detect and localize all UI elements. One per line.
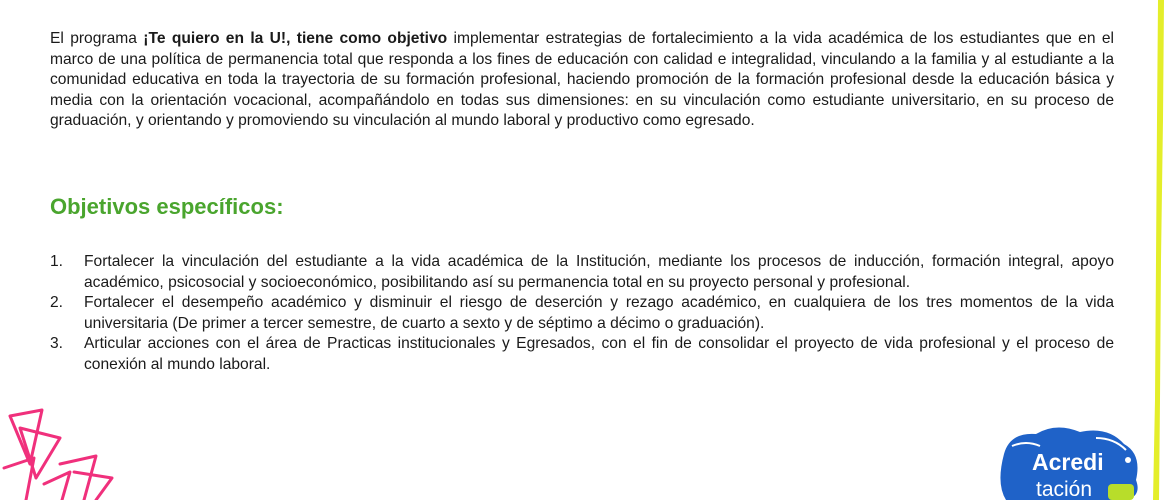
acreditacion-badge	[996, 424, 1144, 500]
list-item-text: Fortalecer el desempeño académico y disminuir el riesgo de deserción y rezago académico, en cualquiera de los tres momentos de la vida universitaria (De primer a tercer semestre, de cuarto a sexto y de séptimo a décimo o graduación).	[84, 294, 1114, 332]
list-item	[50, 293, 1114, 334]
list-item	[50, 334, 1114, 375]
list-item-text: Articular acciones con el área de Practicas institucionales y Egresados, con el fin de consolidar el proyecto de vida profesional y el proceso de conexión al mundo laboral.	[84, 335, 1114, 373]
pink-logo-icon	[0, 408, 130, 500]
intro-rest: implementar estrategias de fortalecimiento a la vida académica de los estudiantes que en el marco de una política de permanencia total que responda a los fines de educación con calidad e integralidad, vinculando a la familia y al estudiante a la comunidad educativa en toda la trayectoria de su formación profesional, haciendo promoción de la formación profesional desde la educación básica y media con la orientación vocacional, acompañándolo en todas sus dimensiones: en su vinculación como estudiante universitario, en su proceso de graduación, y orientando y promoviendo su vinculación al mundo laboral y productivo como egresado.	[50, 30, 1114, 130]
intro-bold-phrase: ¡Te quiero en la U!, tiene como objetivo	[143, 30, 448, 47]
list-item-number: 2.	[50, 294, 64, 312]
intro-paragraph	[50, 29, 1114, 132]
section-title: Objetivos específicos:	[50, 194, 284, 219]
objectives-list	[50, 252, 1114, 376]
list-item-text: Fortalecer la vinculación del estudiante a la vida académica de la Institución, mediante los procesos de inducción, formación integral, apoyo académico, psicosocial y socioeconómico, posibilitando así su permanencia total en su proyecto personal y profesional.	[84, 253, 1114, 291]
intro-prefix: El programa	[50, 30, 144, 47]
badge-line1: Acredi	[1032, 449, 1104, 475]
yellow-accent-bar	[1146, 0, 1170, 500]
cropped-heading	[48, 0, 278, 6]
list-item-number: 3.	[50, 335, 64, 353]
list-item	[50, 252, 1114, 293]
badge-line2: tación	[1036, 478, 1093, 500]
list-item-number: 1.	[50, 253, 64, 270]
